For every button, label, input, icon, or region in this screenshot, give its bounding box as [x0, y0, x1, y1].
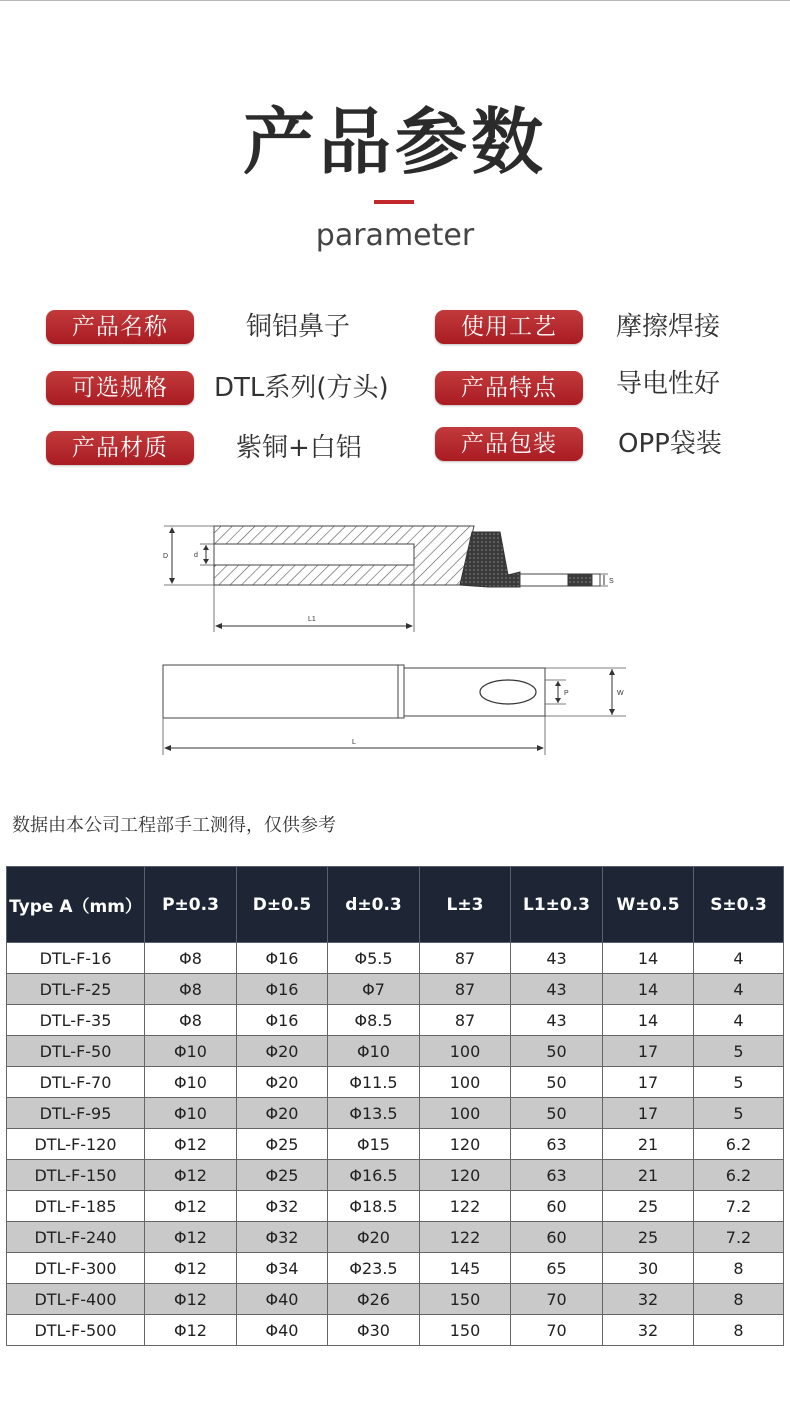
table-cell: Φ40 [237, 1315, 328, 1346]
dim-label-S: S [609, 578, 614, 585]
table-cell: 70 [511, 1284, 603, 1315]
spec-value-material: 紫铜+白铝 [236, 433, 362, 463]
table-cell: DTL-F-150 [7, 1160, 145, 1191]
table-cell: Φ16 [237, 943, 328, 974]
spec-label-feature: 产品特点 [435, 371, 583, 405]
table-cell: Φ5.5 [328, 943, 420, 974]
spec-value-package: OPP袋装 [618, 429, 722, 459]
table-cell: 17 [603, 1067, 694, 1098]
table-cell: 122 [420, 1222, 511, 1253]
table-cell: DTL-F-95 [7, 1098, 145, 1129]
table-cell: 17 [603, 1036, 694, 1067]
table-cell: DTL-F-500 [7, 1315, 145, 1346]
table-cell: DTL-F-300 [7, 1253, 145, 1284]
table-row [7, 1315, 784, 1346]
table-cell: DTL-F-185 [7, 1191, 145, 1222]
table-cell: DTL-F-25 [7, 974, 145, 1005]
header-w: W±0.5 [603, 867, 694, 943]
table-cell: Φ16 [237, 974, 328, 1005]
table-cell: 4 [694, 943, 784, 974]
table-cell: 150 [420, 1284, 511, 1315]
table-cell: Φ20 [237, 1067, 328, 1098]
side-section-view [164, 526, 608, 632]
table-cell: Φ40 [237, 1284, 328, 1315]
header-l: L±3 [420, 867, 511, 943]
table-cell: Φ12 [145, 1315, 237, 1346]
table-row [7, 1191, 784, 1222]
top-divider [0, 0, 790, 1]
table-cell: 8 [694, 1253, 784, 1284]
table-cell: Φ15 [328, 1129, 420, 1160]
table-cell: 21 [603, 1129, 694, 1160]
table-cell: 63 [511, 1129, 603, 1160]
table-cell: Φ12 [145, 1129, 237, 1160]
table-cell: Φ11.5 [328, 1067, 420, 1098]
table-row [7, 1005, 784, 1036]
table-cell: 32 [603, 1284, 694, 1315]
spec-label-process: 使用工艺 [435, 310, 583, 344]
table-row [7, 943, 784, 974]
table-cell: Φ10 [145, 1036, 237, 1067]
dim-label-P: P [564, 690, 569, 697]
table-cell: 25 [603, 1222, 694, 1253]
table-cell: Φ10 [328, 1036, 420, 1067]
table-cell: 17 [603, 1098, 694, 1129]
table-cell: Φ34 [237, 1253, 328, 1284]
table-cell: Φ12 [145, 1191, 237, 1222]
table-cell: 32 [603, 1315, 694, 1346]
title-underline [374, 200, 414, 204]
header-p: P±0.3 [145, 867, 237, 943]
table-cell: 14 [603, 1005, 694, 1036]
table-cell: 120 [420, 1160, 511, 1191]
table-cell: DTL-F-70 [7, 1067, 145, 1098]
table-cell: Φ12 [145, 1253, 237, 1284]
table-body [7, 943, 784, 1346]
table-cell: Φ20 [328, 1222, 420, 1253]
table-cell: 100 [420, 1036, 511, 1067]
spec-value-feature: 导电性好 [616, 369, 721, 399]
table-row [7, 1284, 784, 1315]
dim-label-L: L [352, 739, 356, 746]
header-d-outer: D±0.5 [237, 867, 328, 943]
table-cell: 43 [511, 974, 603, 1005]
table-cell: 6.2 [694, 1129, 784, 1160]
table-cell: 8 [694, 1284, 784, 1315]
table-cell: Φ8 [145, 943, 237, 974]
table-cell: Φ12 [145, 1284, 237, 1315]
table-cell: Φ32 [237, 1222, 328, 1253]
table-cell: 63 [511, 1160, 603, 1191]
table-cell: DTL-F-400 [7, 1284, 145, 1315]
table-cell: Φ23.5 [328, 1253, 420, 1284]
table-cell: 7.2 [694, 1222, 784, 1253]
table-row [7, 1036, 784, 1067]
header-type: Type A（mm） [7, 867, 145, 943]
table-cell: 60 [511, 1222, 603, 1253]
table-header-row [7, 867, 784, 943]
dim-label-D: D [163, 553, 169, 560]
table-cell: 150 [420, 1315, 511, 1346]
table-cell: 60 [511, 1191, 603, 1222]
page-subtitle: parameter [315, 218, 475, 253]
table-cell: Φ7 [328, 974, 420, 1005]
table-cell: 7.2 [694, 1191, 784, 1222]
table-cell: 100 [420, 1098, 511, 1129]
table-cell: Φ20 [237, 1036, 328, 1067]
table-cell: Φ13.5 [328, 1098, 420, 1129]
parameter-table [6, 866, 784, 1346]
spec-value-specification: DTL系列(方头) [214, 373, 389, 403]
table-cell: 50 [511, 1067, 603, 1098]
table-cell: Φ16.5 [328, 1160, 420, 1191]
measurement-note: 数据由本公司工程部手工测得，仅供参考 [12, 815, 336, 836]
table-cell: Φ12 [145, 1160, 237, 1191]
table-cell: 87 [420, 1005, 511, 1036]
spec-label-material: 产品材质 [46, 431, 194, 465]
table-cell: 65 [511, 1253, 603, 1284]
table-cell: 87 [420, 943, 511, 974]
table-row [7, 974, 784, 1005]
table-cell: 120 [420, 1129, 511, 1160]
table-cell: 100 [420, 1067, 511, 1098]
spec-value-product-name: 铜铝鼻子 [246, 312, 351, 342]
table-cell: 43 [511, 943, 603, 974]
table-cell: Φ32 [237, 1191, 328, 1222]
dim-label-W: W [617, 690, 624, 697]
header-s: S±0.3 [694, 867, 784, 943]
table-cell: 25 [603, 1191, 694, 1222]
table-cell: Φ16 [237, 1005, 328, 1036]
lug-technical-drawing [150, 515, 640, 760]
table-cell: Φ10 [145, 1098, 237, 1129]
table-cell: Φ8 [145, 1005, 237, 1036]
table-cell: 14 [603, 974, 694, 1005]
table-cell: 50 [511, 1098, 603, 1129]
spec-value-process: 摩擦焊接 [616, 312, 721, 342]
top-view [163, 665, 626, 755]
header-d-inner: d±0.3 [328, 867, 420, 943]
table-cell: Φ12 [145, 1222, 237, 1253]
header-l1: L1±0.3 [511, 867, 603, 943]
dim-label-d: d [194, 552, 198, 559]
table-cell: Φ18.5 [328, 1191, 420, 1222]
spec-label-package: 产品包装 [435, 427, 583, 461]
dim-label-L1: L1 [308, 616, 316, 623]
table-row [7, 1098, 784, 1129]
table-cell: 21 [603, 1160, 694, 1191]
table-cell: Φ25 [237, 1160, 328, 1191]
table-row [7, 1222, 784, 1253]
table-cell: 5 [694, 1067, 784, 1098]
table-cell: DTL-F-50 [7, 1036, 145, 1067]
table-cell: 43 [511, 1005, 603, 1036]
table-cell: Φ20 [237, 1098, 328, 1129]
table-cell: 70 [511, 1315, 603, 1346]
table-cell: 145 [420, 1253, 511, 1284]
page-title: 产品参数 [242, 100, 547, 184]
table-cell: 4 [694, 1005, 784, 1036]
table-cell: 122 [420, 1191, 511, 1222]
table-cell: 8 [694, 1315, 784, 1346]
table-cell: 5 [694, 1036, 784, 1067]
table-cell: Φ30 [328, 1315, 420, 1346]
table-cell: Φ26 [328, 1284, 420, 1315]
table-cell: DTL-F-35 [7, 1005, 145, 1036]
spec-label-specification: 可选规格 [46, 371, 194, 405]
table-row [7, 1067, 784, 1098]
table-cell: DTL-F-240 [7, 1222, 145, 1253]
table-row [7, 1129, 784, 1160]
table-cell: Φ25 [237, 1129, 328, 1160]
table-cell: DTL-F-16 [7, 943, 145, 974]
table-row [7, 1160, 784, 1191]
table-cell: 50 [511, 1036, 603, 1067]
table-cell: 14 [603, 943, 694, 974]
table-cell: Φ10 [145, 1067, 237, 1098]
table-cell: 6.2 [694, 1160, 784, 1191]
table-cell: Φ8.5 [328, 1005, 420, 1036]
table-cell: 30 [603, 1253, 694, 1284]
table-cell: 5 [694, 1098, 784, 1129]
spec-label-product-name: 产品名称 [46, 310, 194, 344]
table-cell: Φ8 [145, 974, 237, 1005]
table-row [7, 1253, 784, 1284]
table-cell: DTL-F-120 [7, 1129, 145, 1160]
table-cell: 4 [694, 974, 784, 1005]
table-cell: 87 [420, 974, 511, 1005]
